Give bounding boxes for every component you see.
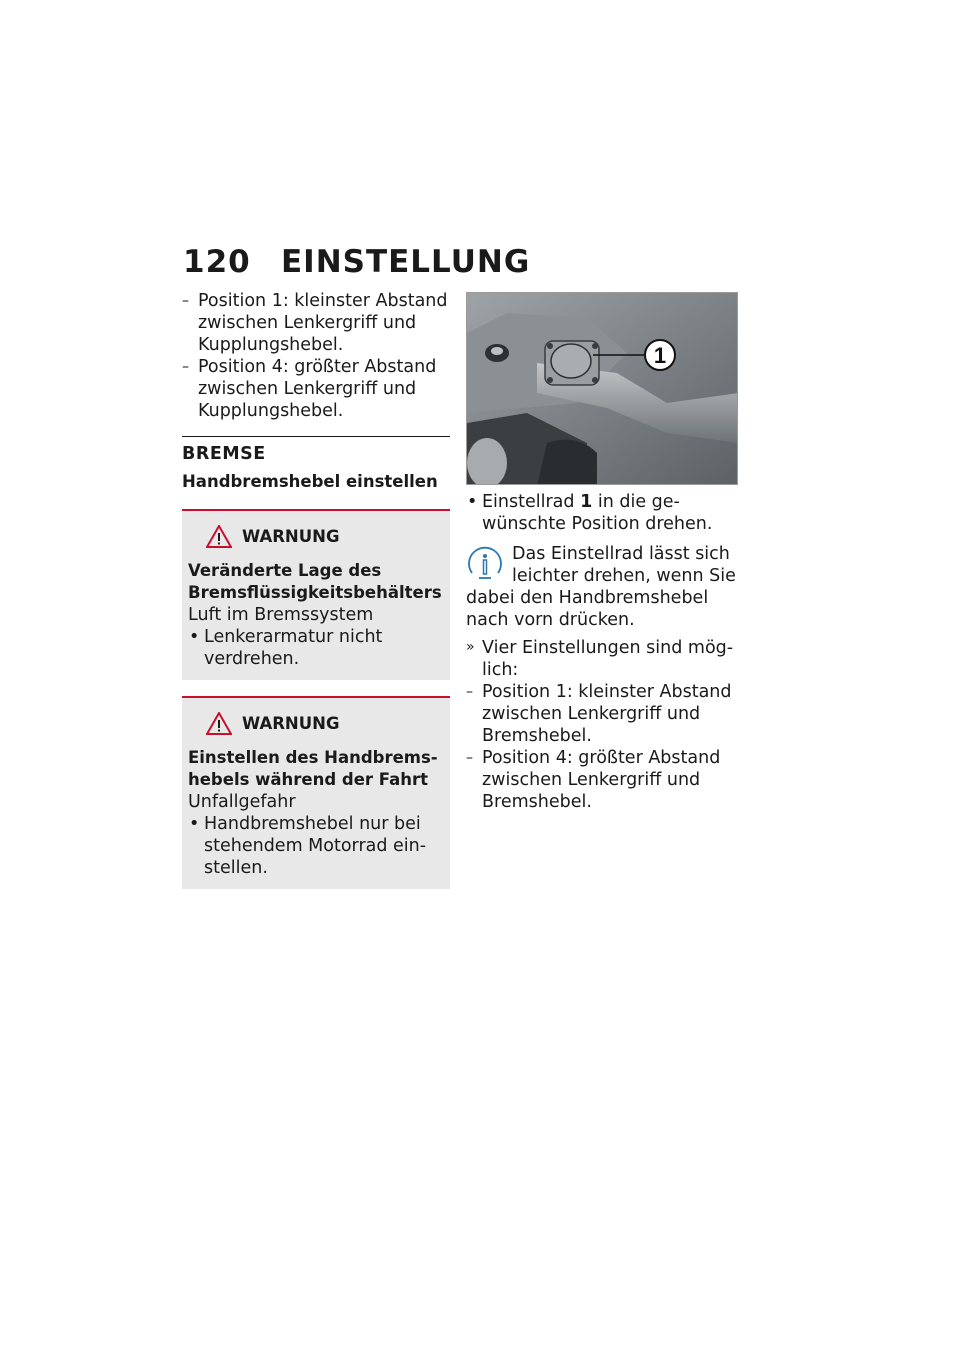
result-settings: » Vier Einstellungen sind möglich: <box>466 637 738 681</box>
brake-lever-figure <box>466 292 738 485</box>
step-turn-adjuster <box>466 491 738 535</box>
warning-box-1 <box>182 509 450 680</box>
warning-box-2 <box>182 696 450 889</box>
chapter-title: EINSTELLUNG <box>281 244 531 280</box>
page-number: 120 <box>183 244 251 280</box>
section-divider <box>182 436 450 437</box>
warning-cause: Unfallgefahr <box>188 792 296 812</box>
step-text-post: in die gewünschte Position drehen. <box>482 492 713 534</box>
warning-label: WARNUNG <box>242 526 340 546</box>
warning-action: • Lenkerarmatur nicht verdrehen. <box>188 626 444 670</box>
info-icon <box>466 543 504 583</box>
warning-triangle-icon <box>206 712 232 735</box>
warning-title: Veränderte Lage des Bremsflüssigkeitsbehälters <box>188 561 442 602</box>
right-column <box>466 292 738 813</box>
info-note <box>466 543 738 587</box>
warning-triangle-icon <box>206 525 232 548</box>
warning-cause: Luft im Bremssystem <box>188 605 374 625</box>
section-title: BREMSE <box>182 444 266 464</box>
left-column <box>182 290 450 889</box>
callout-number-1: 1 <box>653 343 667 368</box>
warning-action: • Handbremshebel nur bei stehendem Motorrad einstellen. <box>188 813 444 879</box>
step-text-pre: Einstellrad <box>482 492 581 512</box>
warning-header <box>206 525 444 548</box>
subsection-title: Handbremshebel einstellen <box>182 472 438 491</box>
warning-label: WARNUNG <box>242 713 340 733</box>
warning-title: Einstellen des Handbremshebels während der Fahrt <box>188 748 438 789</box>
page-header <box>183 244 530 280</box>
info-text-bottom: dabei den Handbremshebel nach vorn drücken. <box>466 588 709 630</box>
brake-position-1: – Position 1: kleinster Abstand zwischen Lenkergriff und Bremshebel. <box>466 681 738 747</box>
clutch-position-1: – Position 1: kleinster Abstand zwischen Lenkergriff und Kupplungshebel. <box>182 290 450 356</box>
info-text-top: Das Einstellrad lässt sich leichter drehen, wenn Sie <box>512 544 736 586</box>
warning-header <box>206 712 444 735</box>
clutch-position-4: – Position 4: größter Abstand zwischen Lenkergriff und Kupplungshebel. <box>182 356 450 422</box>
brake-position-4: – Position 4: größter Abstand zwischen Lenkergriff und Bremshebel. <box>466 747 738 813</box>
brake-lever-illustration <box>467 293 738 485</box>
step-callout-ref: 1 <box>580 492 593 512</box>
